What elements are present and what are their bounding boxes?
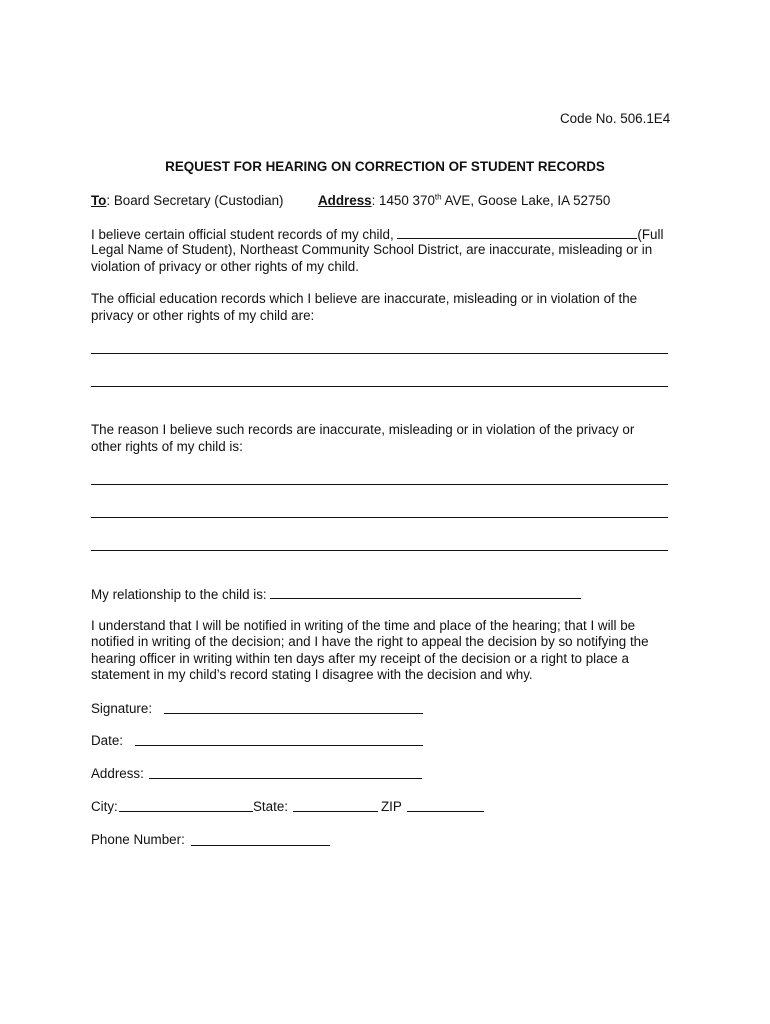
to-label: To bbox=[91, 193, 107, 208]
para1-line3: violation of privacy or other rights of my child. bbox=[91, 259, 359, 274]
reason-field-line-1[interactable] bbox=[91, 484, 668, 485]
zip-label: ZIP bbox=[381, 799, 402, 814]
phone-label: Phone Number: bbox=[91, 832, 185, 847]
records-field-line-2[interactable] bbox=[91, 386, 668, 387]
child-name-field[interactable] bbox=[397, 225, 637, 239]
relationship-row bbox=[91, 585, 581, 603]
signature-label: Signature: bbox=[91, 701, 153, 716]
city-label: City: bbox=[91, 799, 118, 814]
phone-field[interactable] bbox=[191, 845, 330, 846]
address-line bbox=[318, 192, 610, 209]
address-value-pre: : 1450 370 bbox=[371, 193, 435, 208]
para4-line3: hearing officer in writing within ten days after my receipt of the decision or a right to place a bbox=[91, 651, 629, 666]
to-line bbox=[91, 192, 284, 209]
para3-line2: other rights of my child is: bbox=[91, 439, 243, 454]
para3-line1: The reason I believe such records are inaccurate, misleading or in violation of the privacy or bbox=[91, 422, 635, 437]
relationship-field[interactable] bbox=[270, 585, 581, 599]
para2-line1: The official education records which I believe are inaccurate, misleading or in violation of the bbox=[91, 291, 638, 306]
signature-field[interactable] bbox=[164, 713, 423, 714]
para4-line2: notified in writing of the decision; and I have the right to appeal the decision by so notifying the bbox=[91, 634, 649, 649]
address-value-post: AVE, Goose Lake, IA 52750 bbox=[441, 193, 611, 208]
reason-field-line-2[interactable] bbox=[91, 517, 668, 518]
address-field[interactable] bbox=[149, 778, 422, 779]
address-label: Address bbox=[318, 193, 372, 208]
para4-line1: I understand that I will be notified in writing of the time and place of the hearing; that I will be bbox=[91, 618, 636, 633]
date-field[interactable] bbox=[135, 745, 423, 746]
para1-line1-text: I believe certain official student records of my child, bbox=[91, 227, 398, 242]
para4-line4: statement in my child’s record stating I disagree with the decision and why. bbox=[91, 667, 533, 682]
state-field[interactable] bbox=[293, 811, 378, 812]
zip-field[interactable] bbox=[407, 811, 484, 812]
code-number: Code No. 506.1E4 bbox=[560, 111, 671, 126]
para2-line2: privacy or other rights of my child are: bbox=[91, 308, 315, 323]
to-value: : Board Secretary (Custodian) bbox=[106, 193, 284, 208]
para1-line2: Legal Name of Student), Northeast Community School District, are inaccurate, misleading or in bbox=[91, 242, 653, 257]
para1-line1-suffix: (Full bbox=[637, 227, 664, 242]
state-label: State: bbox=[253, 799, 288, 814]
city-field[interactable] bbox=[119, 811, 253, 812]
document-title: REQUEST FOR HEARING ON CORRECTION OF STUDENT RECORDS bbox=[165, 159, 605, 174]
records-field-line-1[interactable] bbox=[91, 353, 668, 354]
relationship-label: My relationship to the child is: bbox=[91, 587, 271, 602]
date-label: Date: bbox=[91, 733, 124, 748]
reason-field-line-3[interactable] bbox=[91, 550, 668, 551]
address-sup: th bbox=[434, 192, 442, 202]
address-field-label: Address: bbox=[91, 766, 144, 781]
